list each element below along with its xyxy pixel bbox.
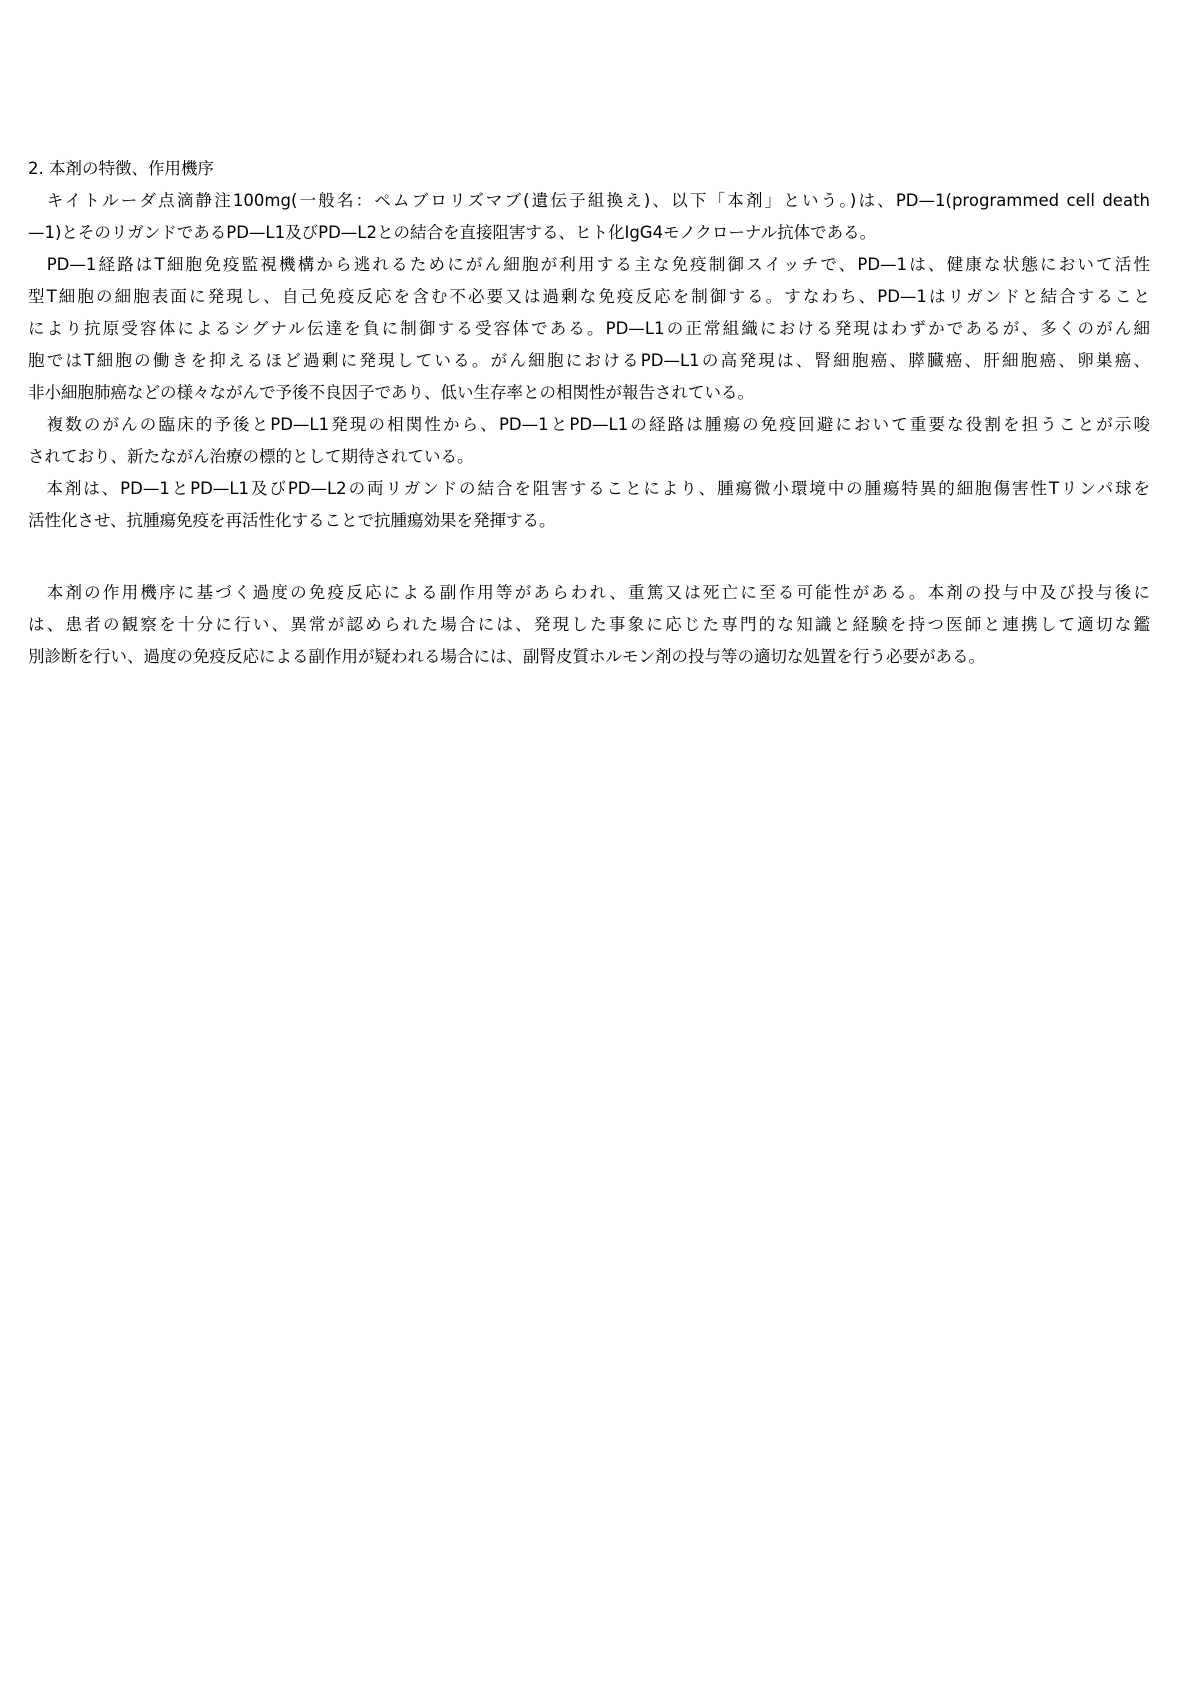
text-line: 胞ではT細胞の働きを抑えるほど過剰に発現している。がん細胞におけるPD—L1の高発現は、腎細胞癌、膵臓癌、肝細胞癌、卵巣癌、 bbox=[28, 351, 1150, 370]
text-line: キイトルーダ点滴静注100mg(一般名：ペムブロリズマブ(遺伝子組換え)、以下「本剤」という。)は、PD—1(programmed cell death bbox=[28, 191, 1150, 210]
text-line: 本剤の作用機序に基づく過度の免疫反応による副作用等があらわれ、重篤又は死亡に至る可能性がある。本剤の投与中及び投与後に bbox=[28, 583, 1150, 602]
text-line: 本剤は、PD—1とPD—L1及びPD—L2の両リガンドの結合を阻害することにより、腫瘍微小環境中の腫瘍特異的細胞傷害性Tリンパ球を bbox=[28, 479, 1150, 498]
text-line: —1)とそのリガンドであるPD—L1及びPD—L2との結合を直接阻害する、ヒト化IgG4モノクローナル抗体である。 bbox=[28, 223, 877, 242]
section-heading: 2. 本剤の特徴、作用機序 bbox=[28, 159, 214, 178]
text-line: 活性化させ、抗腫瘍免疫を再活性化することで抗腫瘍効果を発揮する。 bbox=[28, 511, 556, 530]
text-line: は、患者の観察を十分に行い、異常が認められた場合には、発現した事象に応じた専門的な知識と経験を持つ医師と連携して適切な鑑 bbox=[28, 615, 1150, 634]
paragraph-pd1-pathway bbox=[28, 249, 1150, 409]
text-line: 別診断を行い、過度の免疫反応による副作用が疑われる場合には、副腎皮質ホルモン剤の投与等の適切な処置を行う必要がある。 bbox=[28, 647, 985, 666]
text-line: 非小細胞肺癌などの様々ながんで予後不良因子であり、低い生存率との相関性が報告されている。 bbox=[28, 383, 754, 402]
paragraph-prognosis bbox=[28, 409, 1150, 473]
paragraph-adverse-effects bbox=[28, 577, 1150, 673]
paragraph-mechanism bbox=[28, 473, 1150, 537]
text-line: されており、新たながん治療の標的として期待されている。 bbox=[28, 447, 474, 466]
paragraph-overview bbox=[28, 185, 1150, 249]
text-line: により抗原受容体によるシグナル伝達を負に制御する受容体である。PD—L1の正常組織における発現はわずかであるが、多くのがん細 bbox=[28, 319, 1150, 338]
text-line: PD—1経路はT細胞免疫監視機構から逃れるためにがん細胞が利用する主な免疫制御スイッチで、PD—1は、健康な状態において活性 bbox=[28, 255, 1150, 274]
text-line: 型T細胞の細胞表面に発現し、自己免疫反応を含む不必要又は過剰な免疫反応を制御する。すなわち、PD—1はリガンドと結合すること bbox=[28, 287, 1150, 306]
document-body bbox=[28, 153, 1150, 673]
text-line: 複数のがんの臨床的予後とPD—L1発現の相関性から、PD—1とPD—L1の経路は腫瘍の免疫回避において重要な役割を担うことが示唆 bbox=[28, 415, 1150, 434]
spacer bbox=[28, 537, 1150, 577]
